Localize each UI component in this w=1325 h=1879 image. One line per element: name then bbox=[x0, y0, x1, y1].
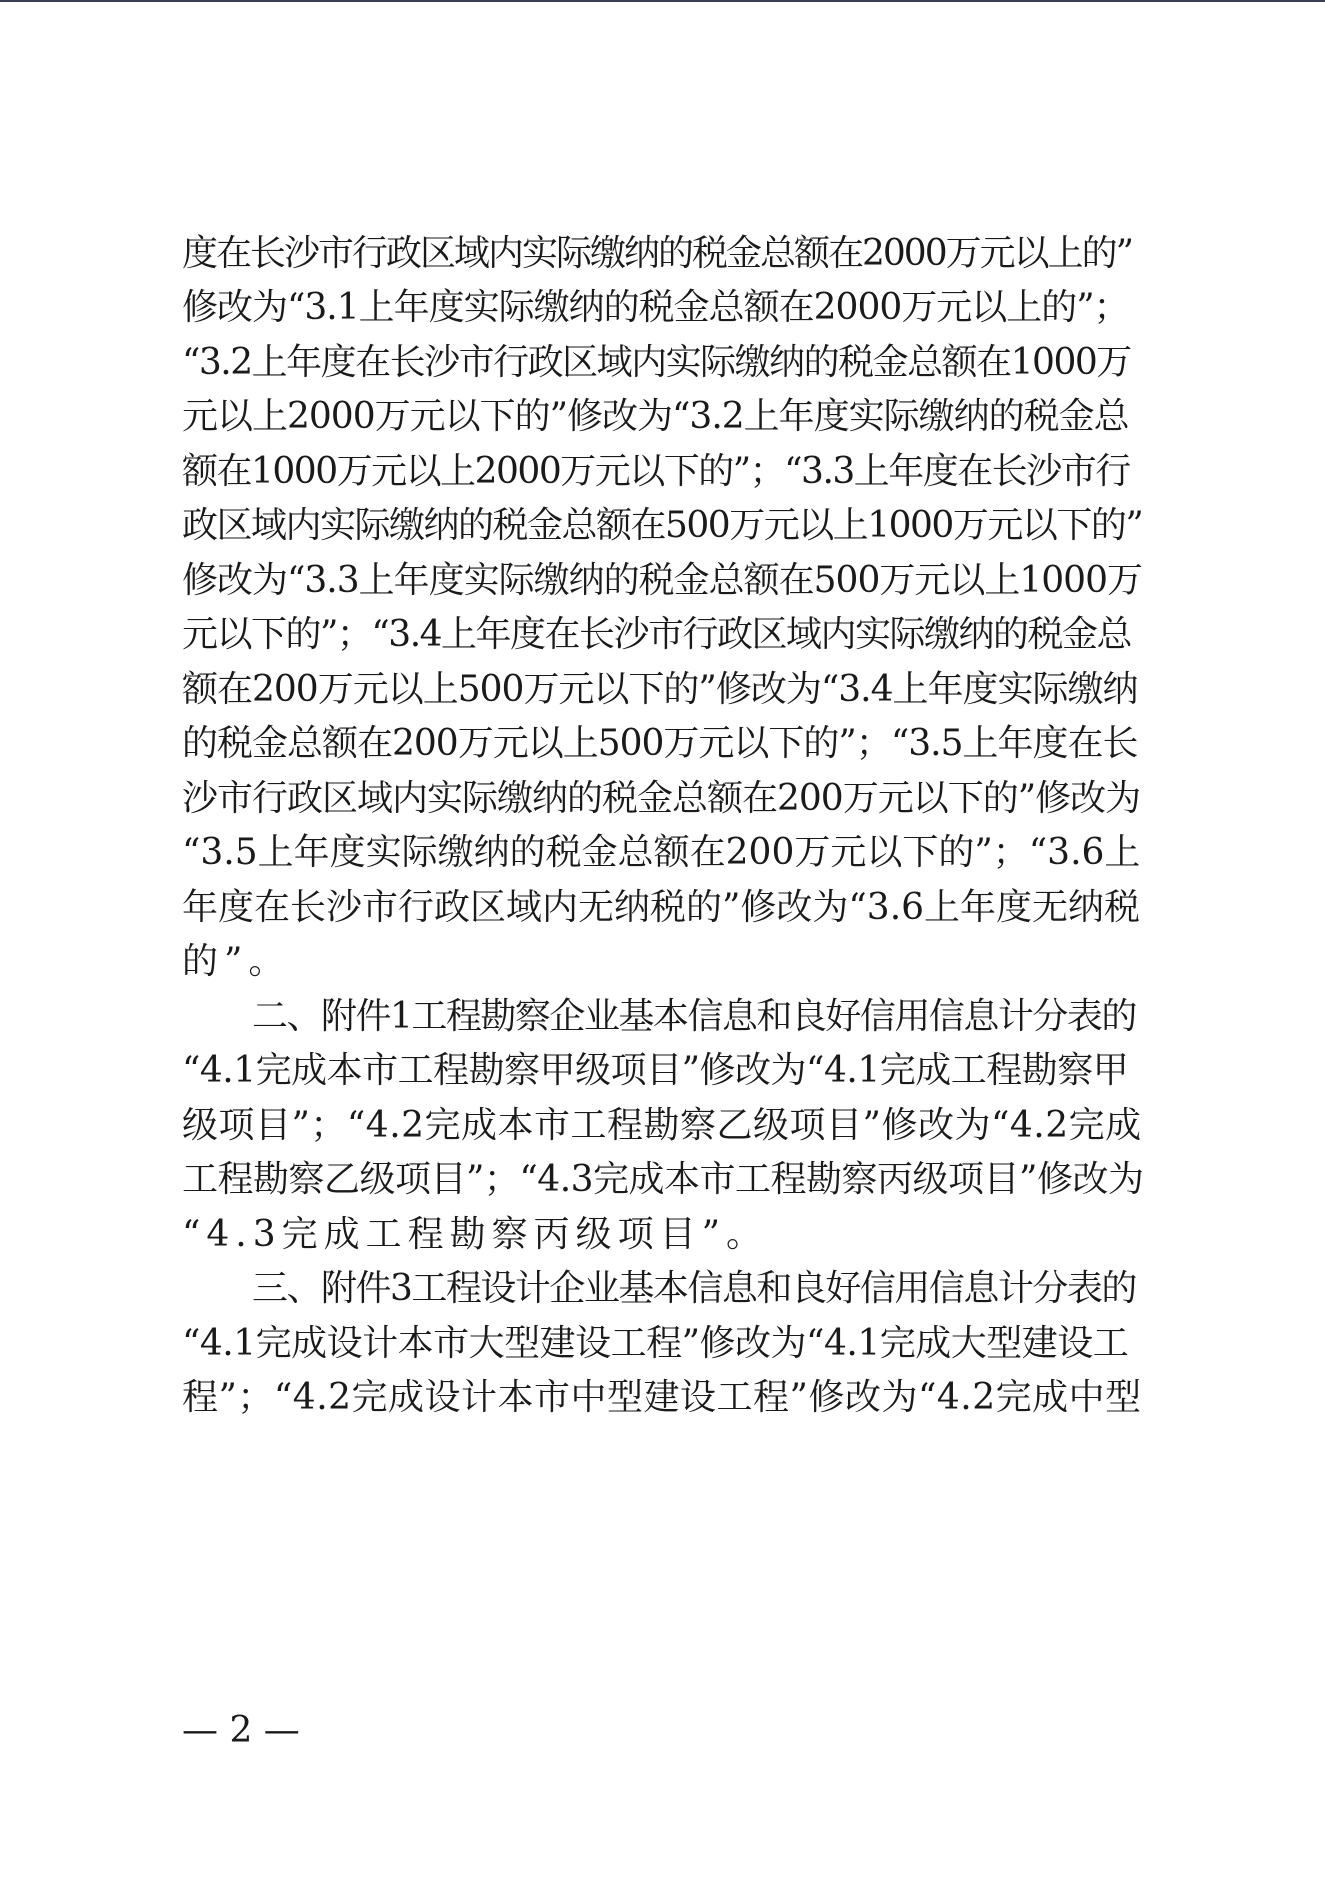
body-line-11: 沙市行政区域内实际缴纳的税金总额在200万元以下的”修改为 bbox=[182, 778, 1141, 819]
page-top-rule bbox=[0, 0, 1325, 2]
body-line-10: 的税金总额在200万元以上500万元以下的”；“3.5上年度在长 bbox=[182, 723, 1138, 764]
body-line-20: 三、附件3工程设计企业基本信息和良好信用信息计分表的 bbox=[252, 1268, 1136, 1309]
body-line-1: 度在长沙市行政区域内实际缴纳的税金总额在2000万元以上的” bbox=[182, 233, 1133, 274]
body-line-18: 工程勘察乙级项目”；“4.3完成本市工程勘察丙级项目”修改为 bbox=[182, 1159, 1144, 1200]
body-line-2: 修改为“3.1上年度实际缴纳的税金总额在2000万元以上的”； bbox=[182, 287, 1129, 328]
body-line-14: 的”。 bbox=[182, 941, 291, 982]
body-line-16: “4.1完成本市工程勘察甲级项目”修改为“4.1完成工程勘察甲 bbox=[182, 1050, 1129, 1091]
body-line-17: 级项目”；“4.2完成本市工程勘察乙级项目”修改为“4.2完成 bbox=[182, 1105, 1142, 1146]
body-line-12: “3.5上年度实际缴纳的税金总额在200万元以下的”；“3.6上 bbox=[182, 832, 1141, 873]
body-line-21: “4.1完成设计本市大型建设工程”修改为“4.1完成大型建设工 bbox=[182, 1323, 1129, 1364]
body-line-3: “3.2上年度在长沙市行政区域内实际缴纳的税金总额在1000万 bbox=[182, 342, 1131, 383]
body-line-7: 修改为“3.3上年度实际缴纳的税金总额在500万元以上1000万 bbox=[182, 560, 1142, 601]
body-line-15: 二、附件1工程勘察企业基本信息和良好信用信息计分表的 bbox=[252, 996, 1136, 1037]
body-line-22: 程”；“4.2完成设计本市中型建设工程”修改为“4.2完成中型 bbox=[182, 1377, 1142, 1418]
page-number: — 2 — bbox=[182, 1710, 300, 1751]
body-line-6: 政区域内实际缴纳的税金总额在500万元以上1000万元以下的” bbox=[182, 505, 1143, 546]
body-line-13: 年度在长沙市行政区域内无纳税的”修改为“3.6上年度无纳税 bbox=[182, 887, 1141, 928]
body-line-9: 额在200万元以上500万元以下的”修改为“3.4上年度实际缴纳 bbox=[182, 669, 1138, 710]
body-line-8: 元以下的”；“3.4上年度在长沙市行政区域内实际缴纳的税金总 bbox=[182, 614, 1132, 655]
body-line-19: “4.3完成工程勘察丙级项目”。 bbox=[182, 1214, 769, 1255]
body-line-5: 额在1000万元以上2000万元以下的”；“3.3上年度在长沙市行 bbox=[182, 451, 1130, 492]
body-line-4: 元以上2000万元以下的”修改为“3.2上年度实际缴纳的税金总 bbox=[182, 396, 1129, 437]
